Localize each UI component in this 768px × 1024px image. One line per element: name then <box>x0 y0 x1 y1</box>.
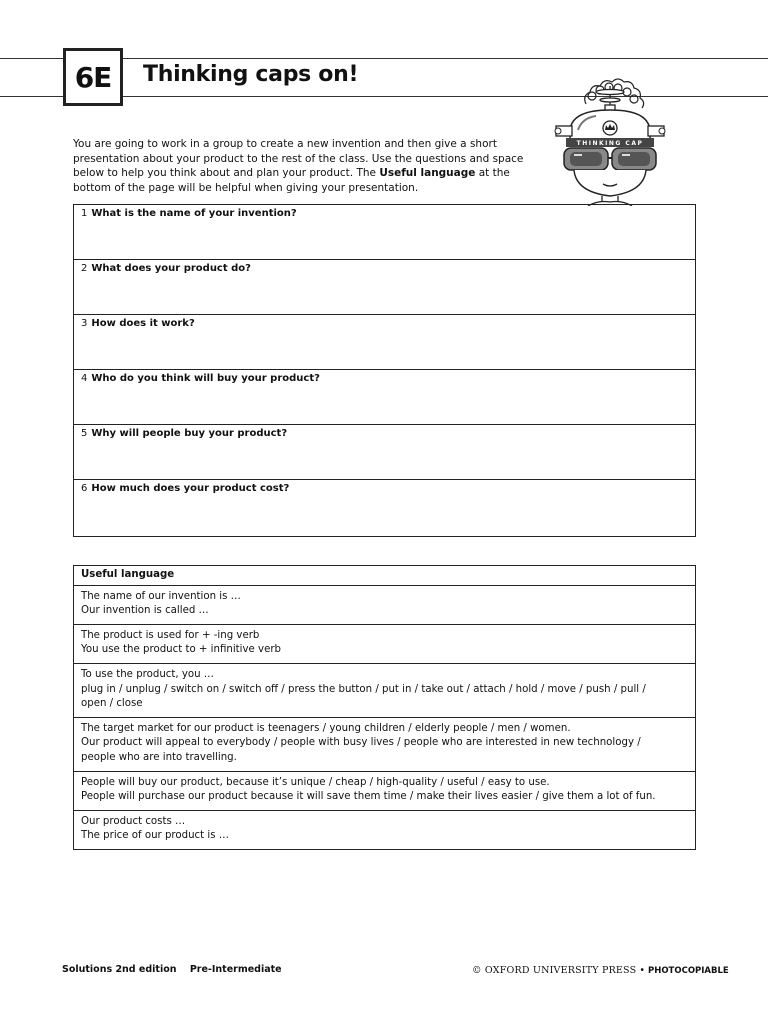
question-number: 2 <box>81 263 88 274</box>
useful-language-row-why <box>74 772 695 811</box>
unit-badge <box>63 48 123 106</box>
question-label-4 <box>81 373 320 384</box>
questions-table <box>73 204 696 537</box>
question-number: 6 <box>81 483 88 494</box>
question-box-1[interactable] <box>74 205 695 260</box>
footer-publisher <box>472 965 729 976</box>
question-text: Why will people buy your product? <box>91 428 288 439</box>
phrase-line: The target market for our product is teenagers / young children / elderly people / men / women. <box>81 722 571 734</box>
phrase-line: People will purchase our product because it will save them time / make their lives easier / give them a lot of fun. <box>81 791 656 803</box>
intro-text-1: You are going to work in a group to create a new invention and then give a short presentation about your product to the rest of the class. Use the questions and space below to help you think about and plan your product. The <box>73 138 524 180</box>
phrase-line: Our invention is called … <box>81 605 209 617</box>
question-text: How does it work? <box>91 318 195 329</box>
question-label-3 <box>81 318 195 329</box>
question-box-4[interactable] <box>74 370 695 425</box>
phrase-line: People will buy our product, because it’s unique / cheap / high-quality / useful / easy to use. <box>81 776 550 788</box>
phrase-line: people who are into travelling. <box>81 751 237 763</box>
question-label-5 <box>81 428 287 439</box>
page-title: Thinking caps on! <box>143 62 359 87</box>
footer-book-title: Solutions 2nd edition <box>62 964 177 975</box>
question-text: What is the name of your invention? <box>91 208 297 219</box>
question-text: What does your product do? <box>91 263 251 274</box>
useful-language-row-market <box>74 718 695 772</box>
phrase-line: The price of our product is … <box>81 830 229 842</box>
question-text: How much does your product cost? <box>91 483 290 494</box>
question-box-6[interactable] <box>74 480 695 536</box>
useful-language-row-name <box>74 586 695 625</box>
useful-language-heading: Useful language <box>74 566 695 586</box>
question-label-2 <box>81 263 251 274</box>
intro-text-2: at the bottom of the page will be helpful when giving your presentation. <box>73 167 510 194</box>
question-label-6 <box>81 483 289 494</box>
question-label-1 <box>81 208 297 219</box>
footer-separator: • <box>639 965 645 976</box>
useful-language-row-price <box>74 811 695 849</box>
svg-text:THINKING CAP: THINKING CAP <box>576 140 644 147</box>
thinking-cap-boy-illustration <box>548 72 672 206</box>
question-box-2[interactable] <box>74 260 695 315</box>
phrase-line: To use the product, you … <box>81 668 214 680</box>
phrase-line: The product is used for + -ing verb <box>81 629 260 641</box>
question-number: 5 <box>81 428 88 439</box>
intro-bold-text: Useful language <box>379 167 476 180</box>
phrase-line: The name of our invention is … <box>81 590 241 602</box>
phrase-line: plug in / unplug / switch on / switch off / press the button / put in / take out / attach / hold / move / push / pull / <box>81 683 646 695</box>
footer-book-info <box>62 964 292 975</box>
intro-paragraph <box>73 137 533 195</box>
question-box-5[interactable] <box>74 425 695 480</box>
footer-level: Pre-Intermediate <box>189 964 282 975</box>
question-number: 4 <box>81 373 88 384</box>
useful-language-row-how <box>74 664 695 718</box>
question-number: 3 <box>81 318 88 329</box>
phrase-line: Our product costs … <box>81 815 186 827</box>
useful-language-table <box>73 565 696 850</box>
question-box-3[interactable] <box>74 315 695 370</box>
useful-language-row-use <box>74 625 695 664</box>
question-text: Who do you think will buy your product? <box>91 373 320 384</box>
question-number: 1 <box>81 208 88 219</box>
footer-photocopiable: PHOTOCOPIABLE <box>647 966 729 976</box>
phrase-line: Our product will appeal to everybody / people with busy lives / people who are interested in new technology / <box>81 737 641 749</box>
footer-copyright: © OXFORD UNIVERSITY PRESS <box>472 965 637 976</box>
unit-badge-label: 6E <box>74 60 112 94</box>
phrase-line: You use the product to + infinitive verb <box>81 644 281 656</box>
phrase-line: open / close <box>81 698 143 710</box>
